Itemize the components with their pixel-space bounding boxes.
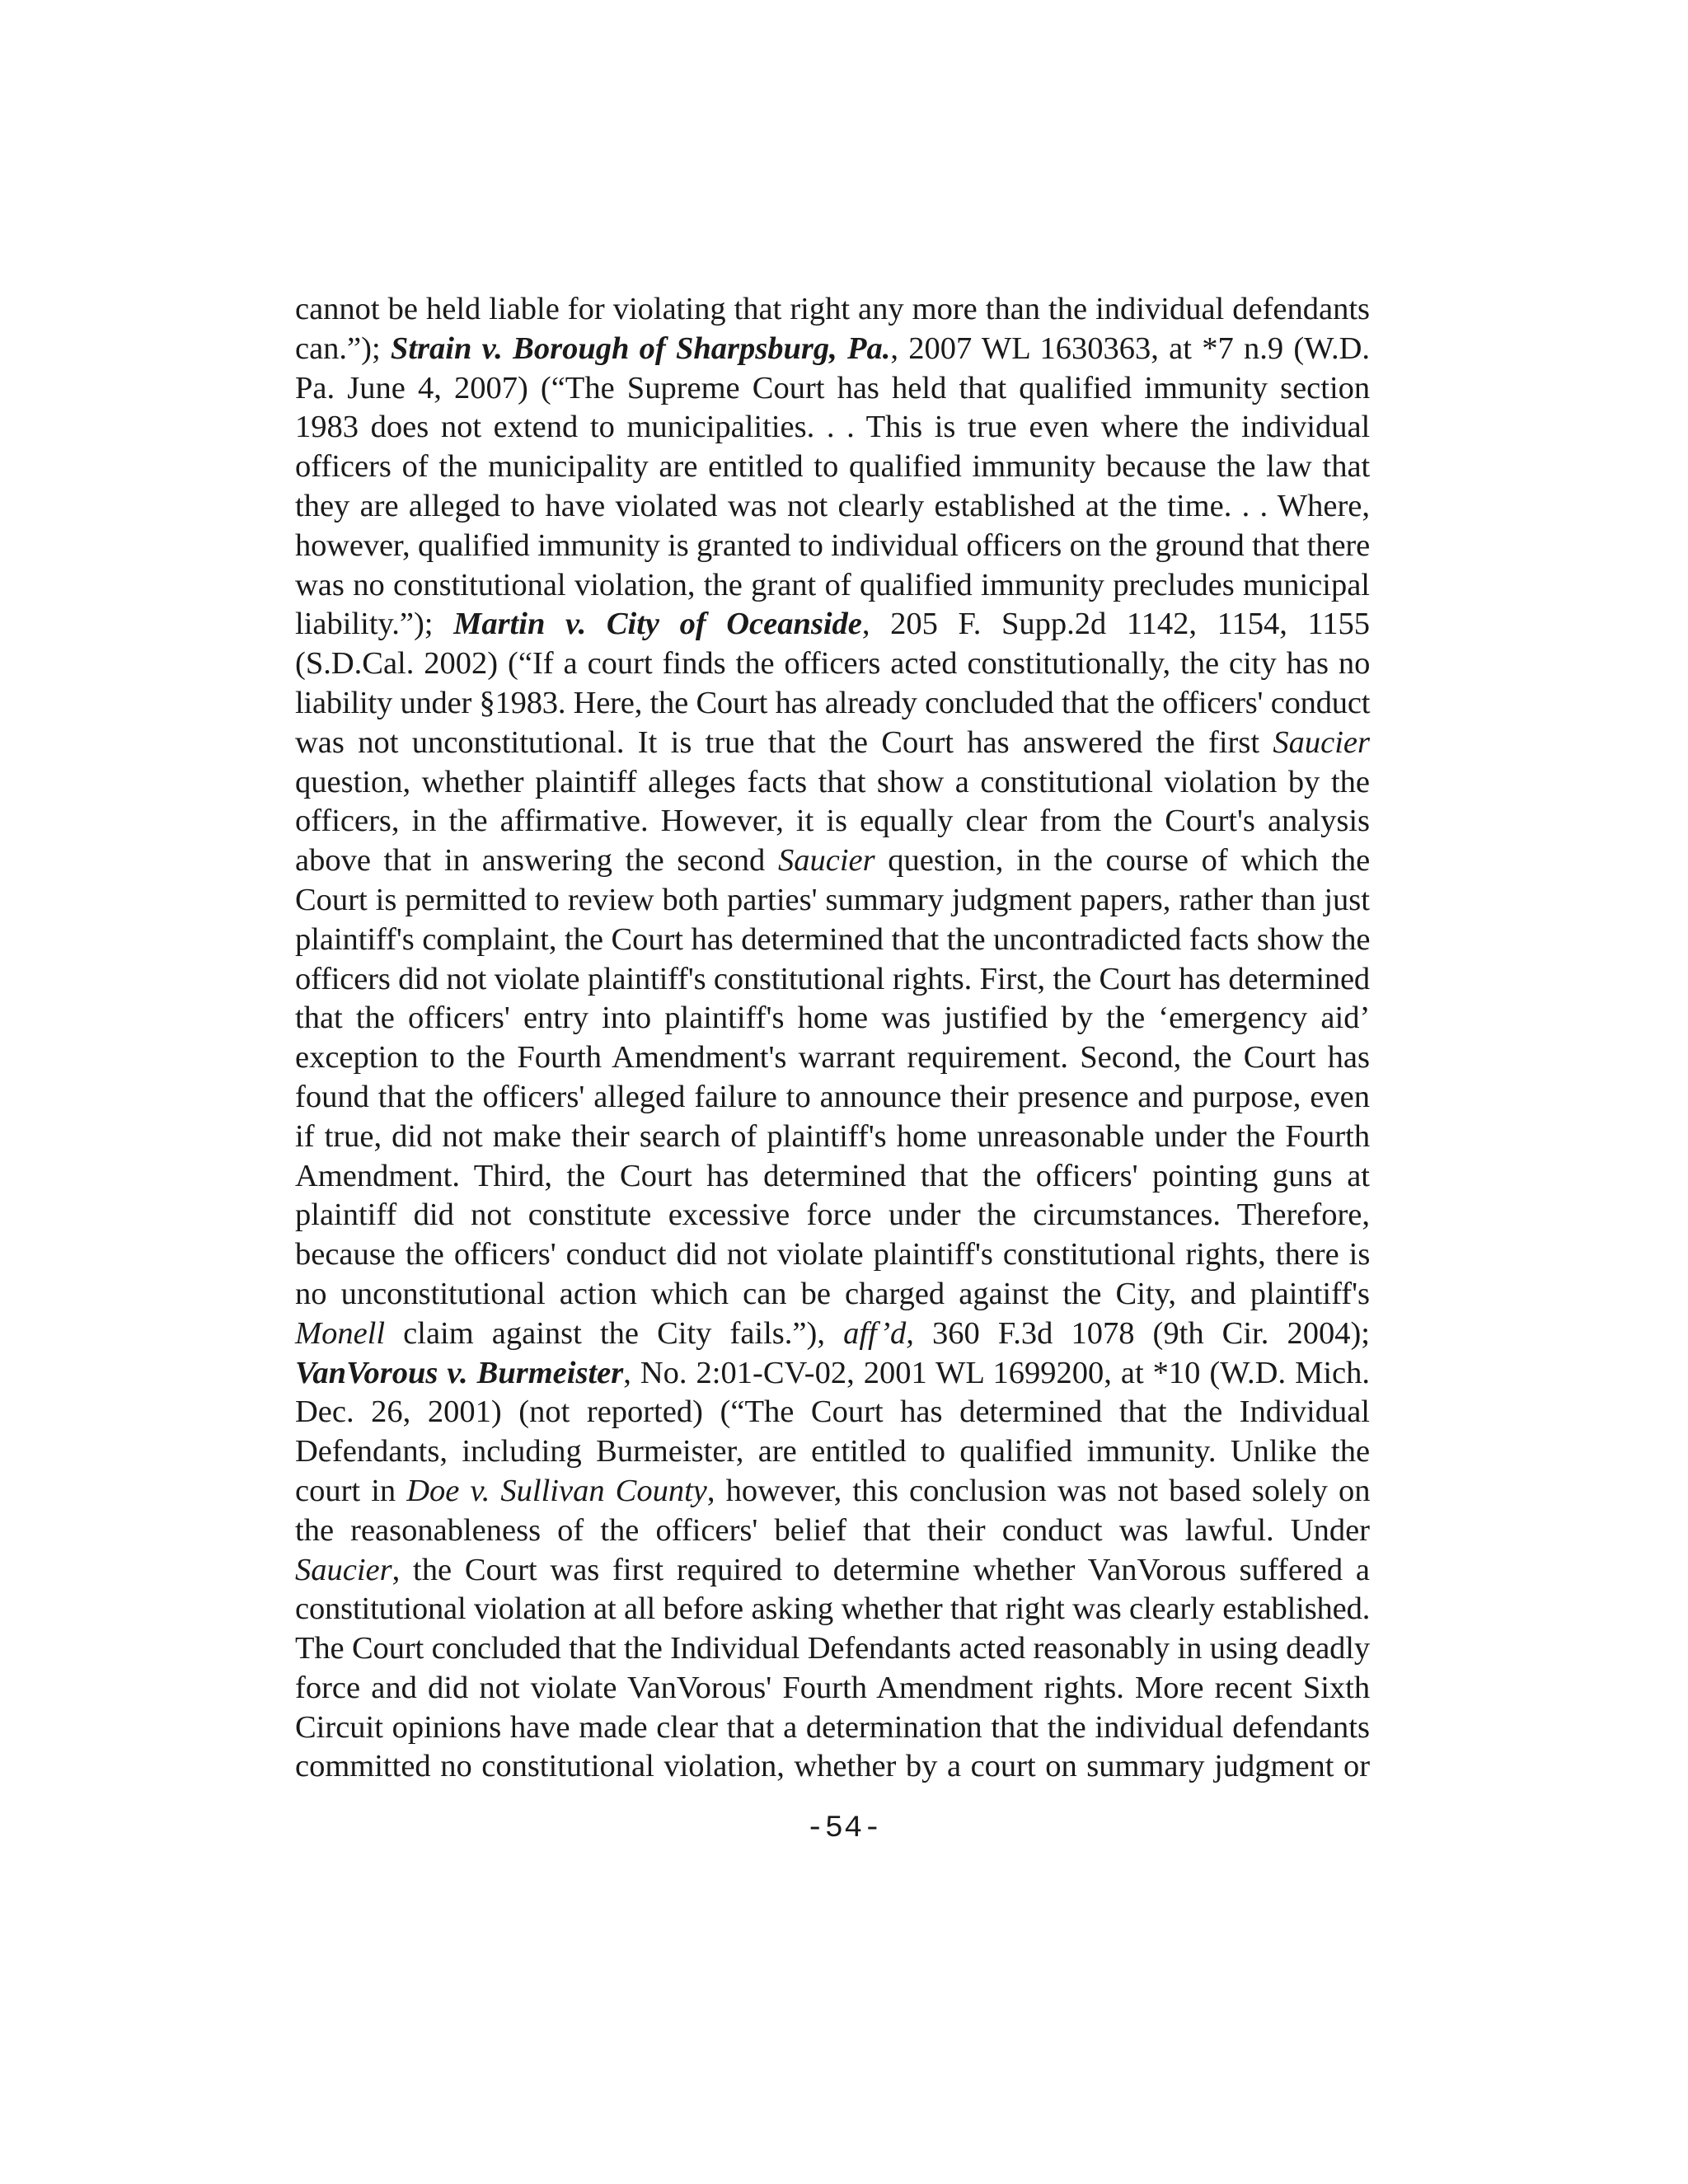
- text-segment: constitutional violation at all before asking whether that right was clearly established.: [295, 1591, 1371, 1627]
- text-segment: committed no constitutional violation, whether by a court on summary judgment or: [295, 1749, 1371, 1784]
- text-segment: that the officers' entry into plaintiff's home was justified by the ‘emergency aid’: [295, 1001, 1371, 1036]
- text-line: [295, 1472, 1370, 1511]
- text-line: [295, 1708, 1370, 1748]
- text-line: [295, 960, 1370, 1000]
- text-segment: can.”);: [295, 330, 391, 366]
- text-line: [295, 1157, 1370, 1197]
- text-segment: because the officers' conduct did not violate plaintiff's constitutional rights, there is: [295, 1237, 1371, 1272]
- text-line: [295, 408, 1370, 448]
- case-name: Martin v. City of Oceanside: [453, 607, 862, 642]
- text-line: [295, 724, 1370, 763]
- text-line: [295, 1629, 1370, 1669]
- text-line: [295, 1354, 1370, 1394]
- text-line: [295, 605, 1370, 644]
- text-segment: , No. 2:01-CV-02, 2001 WL 1699200, at *10 (W.D. Mich.: [623, 1355, 1371, 1390]
- text-line: [295, 841, 1370, 881]
- italic-term: Doe v. Sullivan County: [406, 1473, 707, 1508]
- text-line: [295, 1118, 1370, 1157]
- text-segment: officers did not violate plaintiff's constitutional rights. First, the Court has determined: [295, 961, 1370, 996]
- case-name: VanVorous v. Burmeister: [295, 1355, 624, 1390]
- text-segment: liability under §1983. Here, the Court has already concluded that the officers' conduct: [295, 685, 1371, 720]
- text-segment: however, qualified immunity is granted to individual officers on the ground that there: [295, 527, 1371, 563]
- text-segment: Court is permitted to review both parties' summary judgment papers, rather than just: [295, 882, 1370, 917]
- text-line: [295, 448, 1370, 487]
- case-name: Strain v. Borough of Sharpsburg, Pa.: [390, 330, 891, 366]
- italic-term: Saucier: [778, 843, 875, 879]
- text-segment: liability.”);: [295, 607, 454, 642]
- text-segment: force and did not violate VanVorous' Fourth Amendment rights. More recent Sixth: [295, 1670, 1371, 1705]
- text-line: [295, 1551, 1370, 1591]
- text-line: [295, 684, 1370, 724]
- text-segment: plaintiff's complaint, the Court has determined that the uncontradicted facts show the: [295, 921, 1371, 957]
- text-segment: officers, in the affirmative. However, it is equally clear from the Court's analysis: [295, 804, 1370, 839]
- text-segment: officers of the municipality are entitled to qualified immunity because the law that: [295, 449, 1371, 485]
- text-line: [295, 881, 1370, 921]
- text-line: [295, 1196, 1370, 1235]
- text-line: [295, 487, 1370, 527]
- text-line: [295, 1511, 1370, 1551]
- italic-term: Saucier: [1273, 724, 1370, 760]
- text-segment: court in: [295, 1473, 407, 1508]
- text-segment: was not unconstitutional. It is true that the Court has answered the first: [295, 724, 1273, 760]
- text-segment: no unconstitutional action which can be charged against the City, and plaintiff's: [295, 1276, 1370, 1311]
- text-line: [295, 527, 1370, 566]
- text-line: [295, 1590, 1370, 1629]
- italic-term: Monell: [295, 1315, 386, 1351]
- text-segment: if true, did not make their search of plaintiff's home unreasonable under the Fourth: [295, 1118, 1371, 1154]
- text-segment: found that the officers' alleged failure to announce their presence and purpose, even: [295, 1079, 1370, 1114]
- text-segment: 1983 does not extend to municipalities. . . This is true even where the individual: [295, 410, 1371, 445]
- text-segment: Dec. 26, 2001) (not reported) (“The Court has determined that the Individual: [295, 1394, 1370, 1430]
- text-segment: above that in answering the second: [295, 843, 778, 879]
- text-line: [295, 802, 1370, 841]
- text-segment: Pa. June 4, 2007) (“The Supreme Court has held that qualified immunity section: [295, 370, 1371, 405]
- page-number: -54-: [805, 1811, 883, 1846]
- text-segment: exception to the Fourth Amendment's warrant requirement. Second, the Court has: [295, 1040, 1370, 1076]
- text-line: [295, 1747, 1370, 1787]
- text-segment: , 2007 WL 1630363, at *7 n.9 (W.D.: [890, 330, 1370, 366]
- text-segment: Circuit opinions have made clear that a determination that the individual defendants: [295, 1709, 1370, 1745]
- text-line: [295, 566, 1370, 606]
- text-line: [295, 290, 1370, 330]
- text-segment: was no constitutional violation, the grant of qualified immunity precludes municipal: [295, 567, 1370, 602]
- text-line: [295, 1235, 1370, 1275]
- text-segment: Defendants, including Burmeister, are entitled to qualified immunity. Unlike the: [295, 1434, 1371, 1469]
- text-segment: (S.D.Cal. 2002) (“If a court finds the officers acted constitutionally, the city has no: [295, 646, 1371, 682]
- text-segment: question, whether plaintiff alleges facts that show a constitutional violation by the: [295, 764, 1370, 799]
- text-line: [295, 369, 1370, 409]
- text-line: [295, 1432, 1370, 1472]
- text-line: [295, 1078, 1370, 1118]
- text-line: [295, 763, 1370, 803]
- text-segment: , 205 F. Supp.2d 1142, 1154, 1155: [861, 607, 1370, 642]
- text-segment: question, in the course of which the: [874, 843, 1371, 879]
- text-line: [295, 1275, 1370, 1315]
- text-segment: the reasonableness of the officers' belief that their conduct was lawful. Under: [295, 1512, 1370, 1548]
- text-segment: , however, this conclusion was not based solely on: [706, 1473, 1371, 1508]
- text-line: [295, 1315, 1370, 1354]
- text-segment: claim against the City fails.”),: [385, 1315, 844, 1351]
- text-line: [295, 330, 1370, 369]
- text-line: [295, 1038, 1370, 1078]
- italic-term: Saucier: [295, 1552, 392, 1587]
- text-segment: , the Court was first required to determine whether VanVorous suffered a: [392, 1552, 1370, 1587]
- text-segment: they are alleged to have violated was not clearly established at the time. . . Where,: [295, 488, 1370, 523]
- text-segment: The Court concluded that the Individual Defendants acted reasonably in using deadly: [295, 1631, 1370, 1666]
- text-segment: cannot be held liable for violating that right any more than the individual defendants: [295, 292, 1370, 326]
- text-line: [295, 921, 1370, 960]
- text-segment: 360 F.3d 1078 (9th Cir. 2004);: [913, 1315, 1370, 1351]
- text-line: [295, 999, 1370, 1038]
- text-line: [295, 644, 1370, 684]
- text-line: [295, 1669, 1370, 1708]
- italic-term: aff’d,: [843, 1315, 914, 1351]
- text-segment: plaintiff did not constitute excessive force under the circumstances. Therefore,: [295, 1197, 1370, 1233]
- body-text: [295, 290, 1370, 1787]
- text-line: [295, 1393, 1370, 1432]
- text-segment: Amendment. Third, the Court has determined that the officers' pointing guns at: [295, 1158, 1370, 1193]
